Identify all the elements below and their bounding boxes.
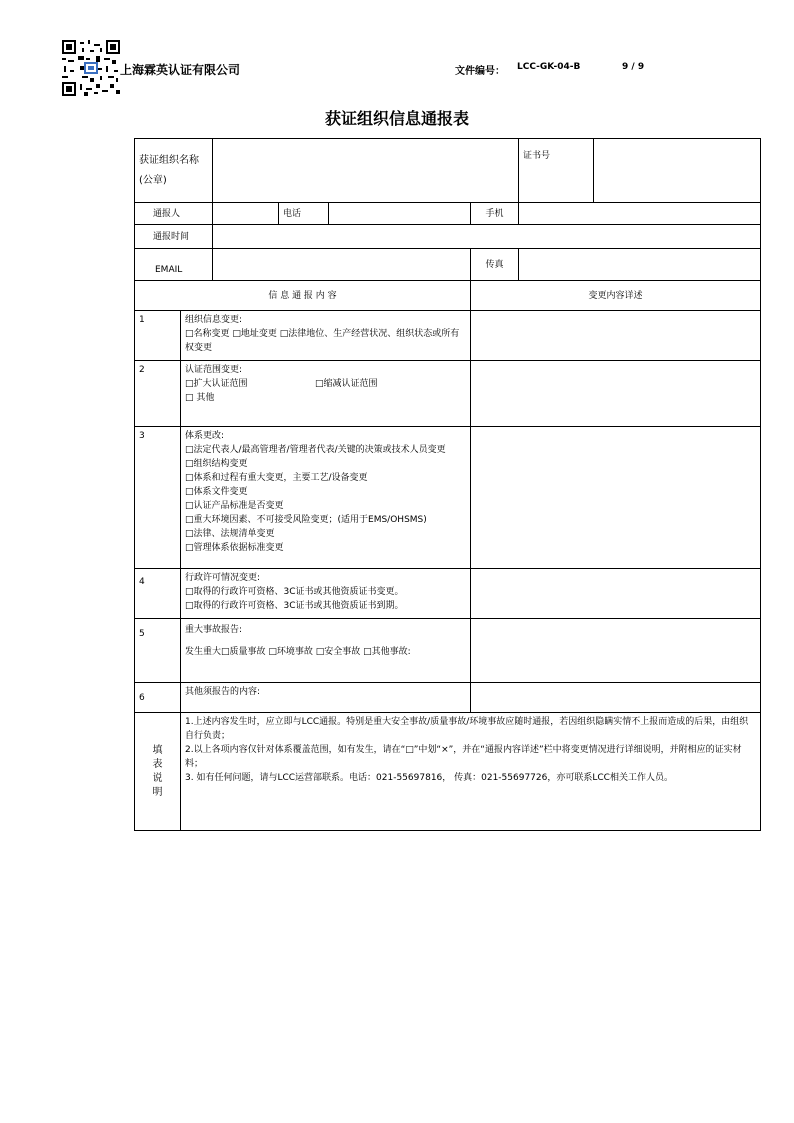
qr-code [62,40,120,96]
section-1-content [181,311,471,361]
section-number: 5 [139,629,145,639]
phone-label: 电话 [283,208,302,219]
section-title: 组织信息变更: [185,315,243,325]
section-number: 3 [139,431,145,441]
fax-label-cell [471,249,519,281]
detail-column-header [471,281,761,311]
section-4-number-cell [135,569,181,619]
section-number: 4 [139,577,145,587]
form-title: 获证组织信息通报表 [324,109,469,128]
report-time-field[interactable] [213,225,761,249]
fax-field[interactable] [519,249,761,281]
section-4-detail-field[interactable] [471,569,761,619]
section-title: 其他须报告的内容: [185,687,261,697]
org-name-label-cell [135,139,213,203]
notes-label-char: 表 [152,758,163,770]
notes-label-char: 明 [152,786,163,798]
section-5-number-cell [135,619,181,683]
section-6-number-cell [135,683,181,713]
org-name-field[interactable] [213,139,519,203]
section-title: 行政许可情况变更: [185,573,261,583]
cert-no-label-cell [519,139,594,203]
note-item: 3. 如有任何问题，请与LCC运营部联系。电话：021-55697816， 传真：021-55697726，亦可联系LCC相关工作人员。 [185,773,673,783]
reporter-label-cell [135,203,213,225]
reporter-label: 通报人 [153,208,181,219]
checkbox-line[interactable]: □管理体系依据标准变更 [185,543,284,553]
checkbox-line[interactable]: □体系文件变更 [185,487,248,497]
section-6-content [181,683,471,713]
checkbox-line[interactable]: □法律、法规清单变更 [185,529,275,539]
checkbox-line[interactable]: □重大环境因素、不可接受风险变更；(适用于EMS/OHSMS) [185,515,427,525]
note-item: 2.以上各项内容仅针对体系覆盖范围，如有发生，请在“□”中划“×”，并在“通报内容详述”栏中将变更情况进行详细说明，并附相应的证实材料； [185,745,742,769]
content-column-title: 信 息 通 报 内 容 [268,290,337,301]
report-time-label: 通报时间 [153,231,190,242]
section-3-number-cell [135,427,181,569]
section-5-content [181,619,471,683]
section-4-content [181,569,471,619]
reporter-field[interactable] [213,203,279,225]
company-name: 上海霖英认证有限公司 [120,63,241,77]
section-2-number-cell [135,361,181,427]
section-3-detail-field[interactable] [471,427,761,569]
section-1-detail-field[interactable] [471,311,761,361]
checkbox-line[interactable]: □体系和过程有重大变更，主要工艺/设备变更 [185,473,368,483]
notes-label-cell [135,713,181,831]
email-field[interactable] [213,249,471,281]
section-number: 2 [139,365,145,375]
file-number-label: 文件编号： [455,66,505,77]
notes-label-char: 说 [152,772,163,784]
section-2-content [181,361,471,427]
file-number-value: LCC-GK-04-B [517,62,581,72]
checkbox-line[interactable]: □扩大认证范围 [185,379,248,389]
checkbox-line[interactable]: □取得的行政许可资格、3C证书或其他资质证书到期。 [185,601,404,611]
checkbox-line[interactable]: 发生重大□质量事故 □环境事故 □安全事故 □其他事故: [185,647,411,657]
notes-content [181,713,761,831]
cert-no-field[interactable] [594,139,761,203]
section-title: 认证范围变更: [185,365,243,375]
email-label-cell [135,249,213,281]
phone-field[interactable] [329,203,471,225]
mobile-field[interactable] [519,203,761,225]
mobile-label-cell [471,203,519,225]
org-name-label: 获证组织名称(公章) [139,154,199,186]
checkbox-line[interactable]: □名称变更 □地址变更 □法律地位、生产经营状况、组织状态或所有权变更 [185,329,460,353]
page-number: 9 / 9 [622,62,645,72]
section-5-detail-field[interactable] [471,619,761,683]
report-time-label-cell [135,225,213,249]
email-label: EMAIL [155,264,183,275]
checkbox-line[interactable]: □认证产品标准是否变更 [185,501,284,511]
checkbox-line[interactable]: □ 其他 [185,393,215,403]
report-form-table [134,138,761,831]
content-column-header [135,281,471,311]
section-number: 1 [139,315,145,325]
checkbox-line[interactable]: □取得的行政许可资格、3C证书或其他资质证书变更。 [185,587,404,597]
section-3-content [181,427,471,569]
checkbox-line[interactable]: □缩减认证范围 [315,379,378,389]
section-title: 重大事故报告: [185,625,243,635]
section-title: 体系更改: [185,431,225,441]
checkbox-line[interactable]: □组织结构变更 [185,459,248,469]
fax-label: 传真 [485,259,504,270]
section-1-number-cell [135,311,181,361]
section-6-detail-field[interactable] [471,683,761,713]
section-2-detail-field[interactable] [471,361,761,427]
section-number: 6 [139,692,145,703]
mobile-label: 手机 [485,208,504,219]
checkbox-line[interactable]: □法定代表人/最高管理者/管理者代表/关键的决策或技术人员变更 [185,445,446,455]
cert-no-label: 证书号 [523,151,551,161]
detail-column-title: 变更内容详述 [588,290,643,301]
phone-label-cell [279,203,329,225]
notes-label-char: 填 [152,744,163,756]
note-item: 1.上述内容发生时，应立即与LCC通报。特别是重大安全事故/质量事故/环境事故应随时通报，若因组织隐瞒实情不上报而造成的后果，由组织自行负责； [185,717,749,741]
